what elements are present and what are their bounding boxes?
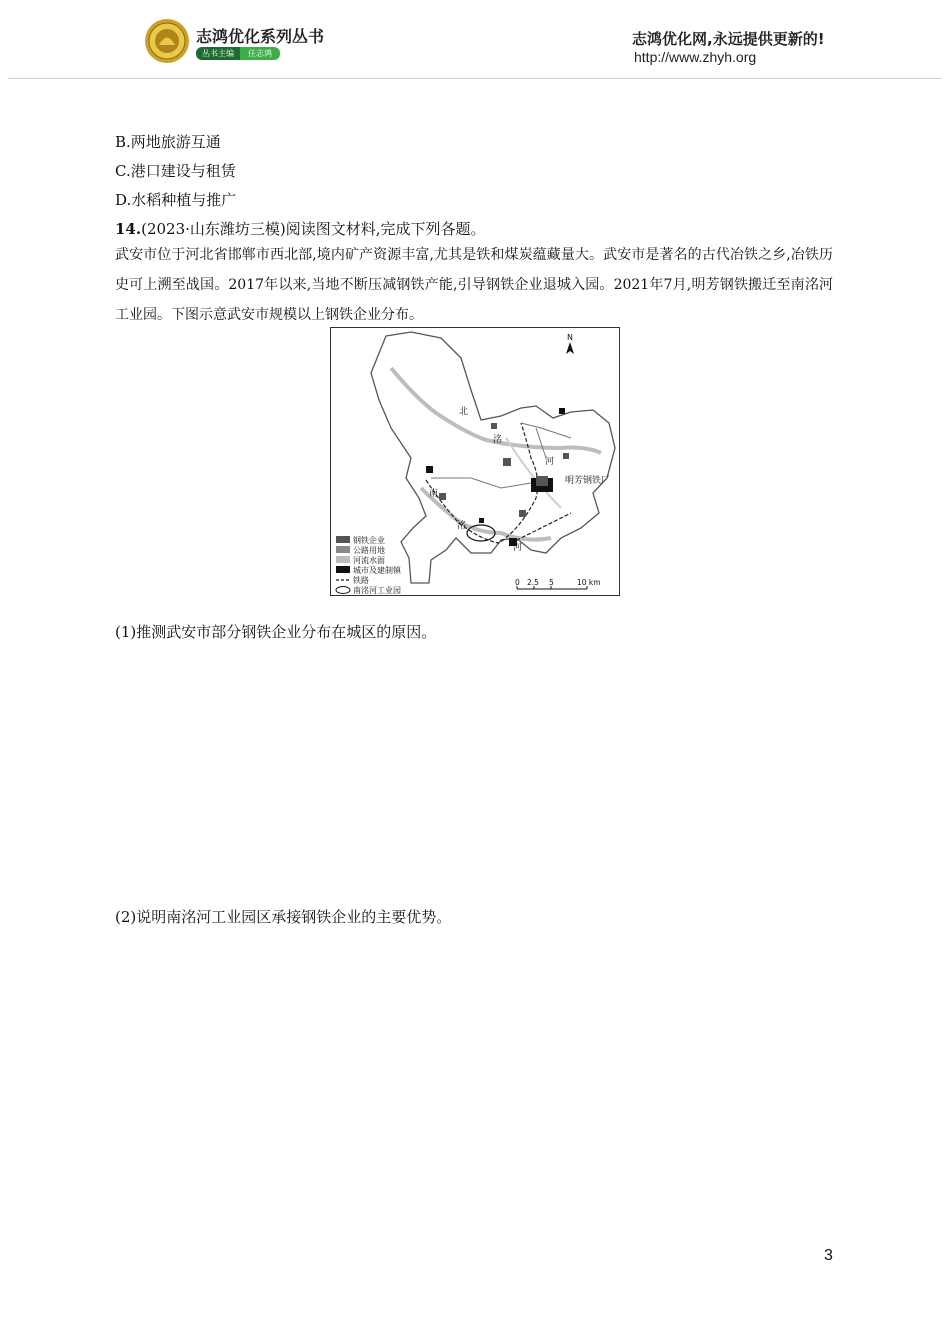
river-label: 洺 <box>457 521 467 531</box>
legend-label-river: 河流水面 <box>353 556 385 565</box>
legend-swatch-road <box>336 546 350 553</box>
steel-enterprise <box>563 453 569 459</box>
question-number: 14. <box>115 220 142 238</box>
legend-swatch-urban <box>336 566 350 573</box>
scale-tick: 5 <box>549 578 554 587</box>
header-divider <box>8 78 942 79</box>
option-c: C.港口建设与租赁 <box>115 162 236 180</box>
steel-enterprise-mingfang <box>536 476 548 486</box>
editor-badge <box>196 47 280 60</box>
question-14-material: 武安市位于河北省邯郸市西北部,境内矿产资源丰富,尤其是铁和煤炭蕴藏量大。武安市是著名的古代冶铁之乡,冶铁历史可上溯至战国。2017年以来,当地不断压减钢铁产能,引导钢铁企业退城入园。2021年7月,明芳钢铁搬迁至南洺河工业园。下图示意武安市规模以上钢铁企业分布。 <box>115 247 833 323</box>
editor-label: 丛书主编 <box>196 47 240 60</box>
series-title: 志鸿优化系列丛书 <box>196 27 325 46</box>
page-number: 3 <box>824 1247 833 1264</box>
option-b: B.两地旅游互通 <box>115 133 221 151</box>
urban-area <box>479 518 484 523</box>
legend-label-road: 公路用地 <box>353 546 385 555</box>
map-legend <box>336 535 402 595</box>
river-label: 南 <box>429 489 439 499</box>
option-d: D.水稻种植与推广 <box>115 191 237 209</box>
series-logo-icon <box>144 18 190 64</box>
mingfang-label: 明芳钢铁厂 <box>565 476 611 486</box>
sub-question-1: (1)推测武安市部分钢铁企业分布在城区的原因。 <box>115 623 437 641</box>
legend-label-steel: 钢铁企业 <box>353 536 385 545</box>
scale-tick: 2.5 <box>527 578 539 587</box>
steel-enterprise <box>503 458 511 466</box>
river-label: 河 <box>545 457 555 467</box>
scale-bar <box>515 578 601 589</box>
legend-label-railway: 铁路 <box>353 576 369 585</box>
header-slogan: 志鸿优化网,永远提供更新的! <box>632 30 825 48</box>
page-header <box>0 0 950 80</box>
steel-enterprise <box>439 493 446 500</box>
north-arrow-icon <box>566 333 574 354</box>
legend-swatch-steel <box>336 536 350 543</box>
wuan-steel-map <box>330 327 620 596</box>
sub-question-2: (2)说明南洺河工业园区承接钢铁企业的主要优势。 <box>115 908 452 926</box>
legend-swatch-park <box>336 587 350 594</box>
steel-enterprise <box>491 423 497 429</box>
river-label: 北 <box>459 407 469 417</box>
scale-tick: 10 km <box>577 578 601 587</box>
steel-enterprise <box>519 510 526 517</box>
river-label: 河 <box>513 543 523 553</box>
scale-tick: 0 <box>515 578 520 587</box>
question-14-heading <box>115 218 486 239</box>
river-label: 洺 <box>493 435 503 445</box>
legend-label-urban: 城市及建制镇 <box>353 566 401 575</box>
header-url[interactable]: http://www.zhyh.org <box>634 49 757 65</box>
legend-swatch-river <box>336 556 350 563</box>
editor-name: 任志鸿 <box>240 47 280 60</box>
question-source: (2023·山东潍坊三模)阅读图文材料,完成下列各题。 <box>141 220 486 238</box>
city-boundary <box>371 332 615 583</box>
svg-text:N: N <box>567 333 573 342</box>
urban-area <box>559 408 565 414</box>
urban-area <box>426 466 433 473</box>
legend-label-park: 南洺河工业园 <box>353 586 401 595</box>
